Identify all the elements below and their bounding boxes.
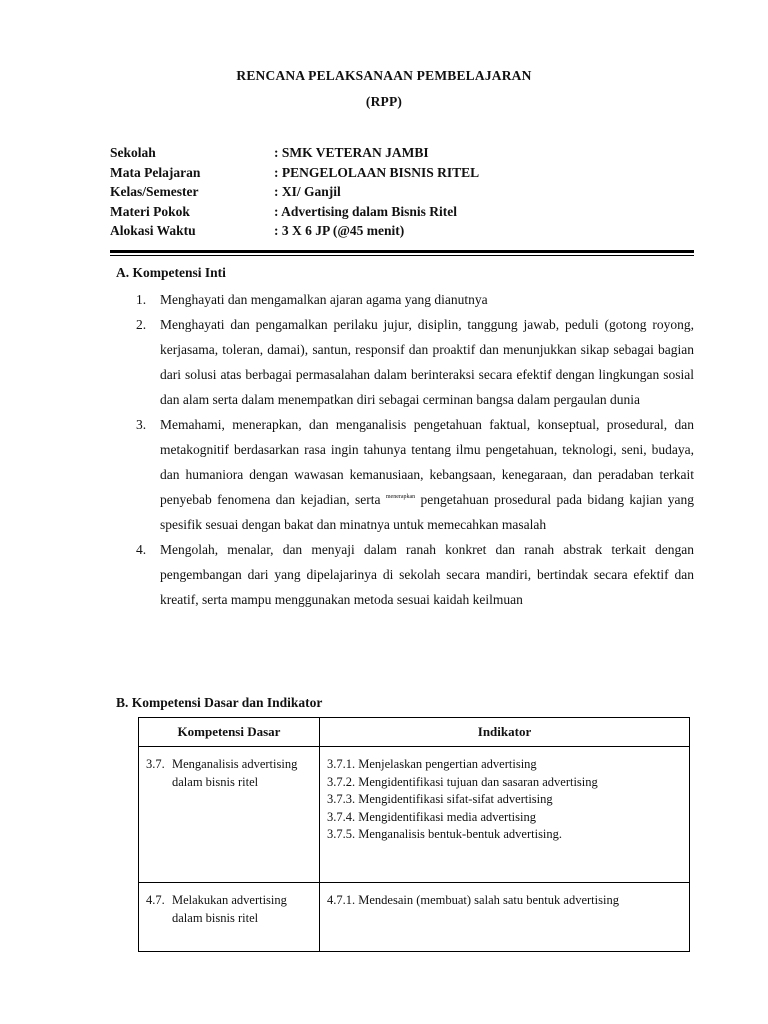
indicator-item: 4.7.1. Mendesain (membuat) salah satu bentuk advertising — [327, 893, 619, 907]
identity-value: : XI/ Ganjil — [274, 184, 341, 199]
identity-value: : SMK VETERAN JAMBI — [274, 145, 429, 160]
list-text: Menghayati dan pengamalkan perilaku jujur, disiplin, tanggung jawab, peduli (gotong royong, kerjasama, toleran, damai), santun, responsif dan proaktif dan menunjukkan sikap sebagai bagian dari solusi atas berbagai permasalahan dalam berinteraksi secara efektif dengan lingkungan sosial dan alam serta dalam menempatkan diri sebagai cerminan bangsa dalam pergaulan dunia — [160, 317, 694, 407]
indicator-item: 3.7.1. Menjelaskan pengertian advertising — [327, 757, 537, 771]
column-header-kompetensi-dasar: Kompetensi Dasar — [139, 718, 320, 747]
list-text: Menghayati dan mengamalkan ajaran agama yang dianutnya — [160, 292, 488, 307]
kd-item — [146, 756, 312, 791]
kd-item — [146, 892, 312, 927]
kd-code: 4.7. — [146, 893, 165, 907]
list-item — [136, 412, 694, 537]
list-number: 2. — [136, 317, 147, 332]
indicator-item: 3.7.3. Mengidentifikasi sifat-sifat advertising — [327, 792, 553, 806]
kd-text: Melakukan advertising dalam bisnis ritel — [172, 893, 287, 925]
identity-label: Alokasi Waktu — [110, 223, 196, 238]
list-number: 3. — [136, 417, 147, 432]
identity-label: Sekolah — [110, 145, 156, 160]
section-a-heading: A. Kompetensi Inti — [116, 265, 226, 280]
table-row — [139, 883, 690, 952]
list-text-part: Memahami, menerapkan, dan menganalisis pengetahuan faktual, konseptual, prosedural, dan metakognitif berdasarkan rasa ingin tahunya tentang ilmu pengetahuan, teknologi, seni, budaya, dan humaniora dengan wawasan kemanusiaan, kebangsaan, kenegaraan, dan peradaban terkait penyebab fenomena dan kejadian, serta — [160, 417, 694, 507]
indicator-cell — [320, 747, 690, 883]
header-divider-thick — [110, 250, 694, 253]
document-subtitle: (RPP) — [365, 94, 403, 109]
list-text — [160, 412, 694, 537]
table-row — [139, 747, 690, 883]
indicator-item: 3.7.2. Mengidentifikasi tujuan dan sasaran advertising — [327, 774, 598, 789]
header-divider-thin — [110, 255, 694, 256]
list-item — [136, 537, 694, 612]
column-header-indikator: Indikator — [320, 718, 690, 747]
identity-label: Mata Pelajaran — [110, 164, 201, 180]
list-number: 4. — [136, 542, 147, 557]
indicator-cell — [320, 883, 690, 952]
indicator-item: 3.7.4. Mengidentifikasi media advertising — [327, 809, 536, 824]
table-header-row — [139, 718, 690, 747]
identity-value: : Advertising dalam Bisnis Ritel — [274, 203, 458, 219]
kd-text: Menganalisis advertising dalam bisnis ritel — [172, 757, 298, 789]
list-number: 1. — [136, 292, 147, 307]
section-b-heading: B. Kompetensi Dasar dan Indikator — [116, 695, 323, 710]
identity-value: : 3 X 6 JP (@45 menit) — [274, 223, 405, 238]
kd-code: 3.7. — [146, 757, 165, 771]
kompetensi-dasar-table — [138, 717, 690, 952]
identity-label: Materi Pokok — [110, 203, 190, 219]
document-title: RENCANA PELAKSANAAN PEMBELAJARAN — [236, 68, 532, 83]
kd-cell — [139, 747, 320, 883]
kompetensi-inti-list — [136, 287, 694, 612]
indicator-item: 3.7.5. Menganalisis bentuk-bentuk advertising. — [327, 827, 563, 841]
list-item — [136, 287, 694, 312]
list-text: Mengolah, menalar, dan menyaji dalam ranah konkret dan ranah abstrak terkait dengan pengembangan dari yang dipelajarinya di sekolah secara mandiri, bertindak secara efektif dan kreatif, serta mampu menggunakan metoda sesuai kaidah keilmuan — [160, 542, 694, 607]
list-text-part: pengetahuan prosedural pada bidang kajian yang spesifik sesuai dengan bakat dan minatnya untuk memecahkan masalah — [160, 492, 695, 532]
list-item — [136, 312, 694, 412]
kd-cell — [139, 883, 320, 952]
identity-label: Kelas/Semester — [110, 184, 199, 199]
identity-value: : PENGELOLAAN BISNIS RITEL — [274, 164, 480, 180]
superscript-note: menerapkan — [385, 494, 416, 500]
